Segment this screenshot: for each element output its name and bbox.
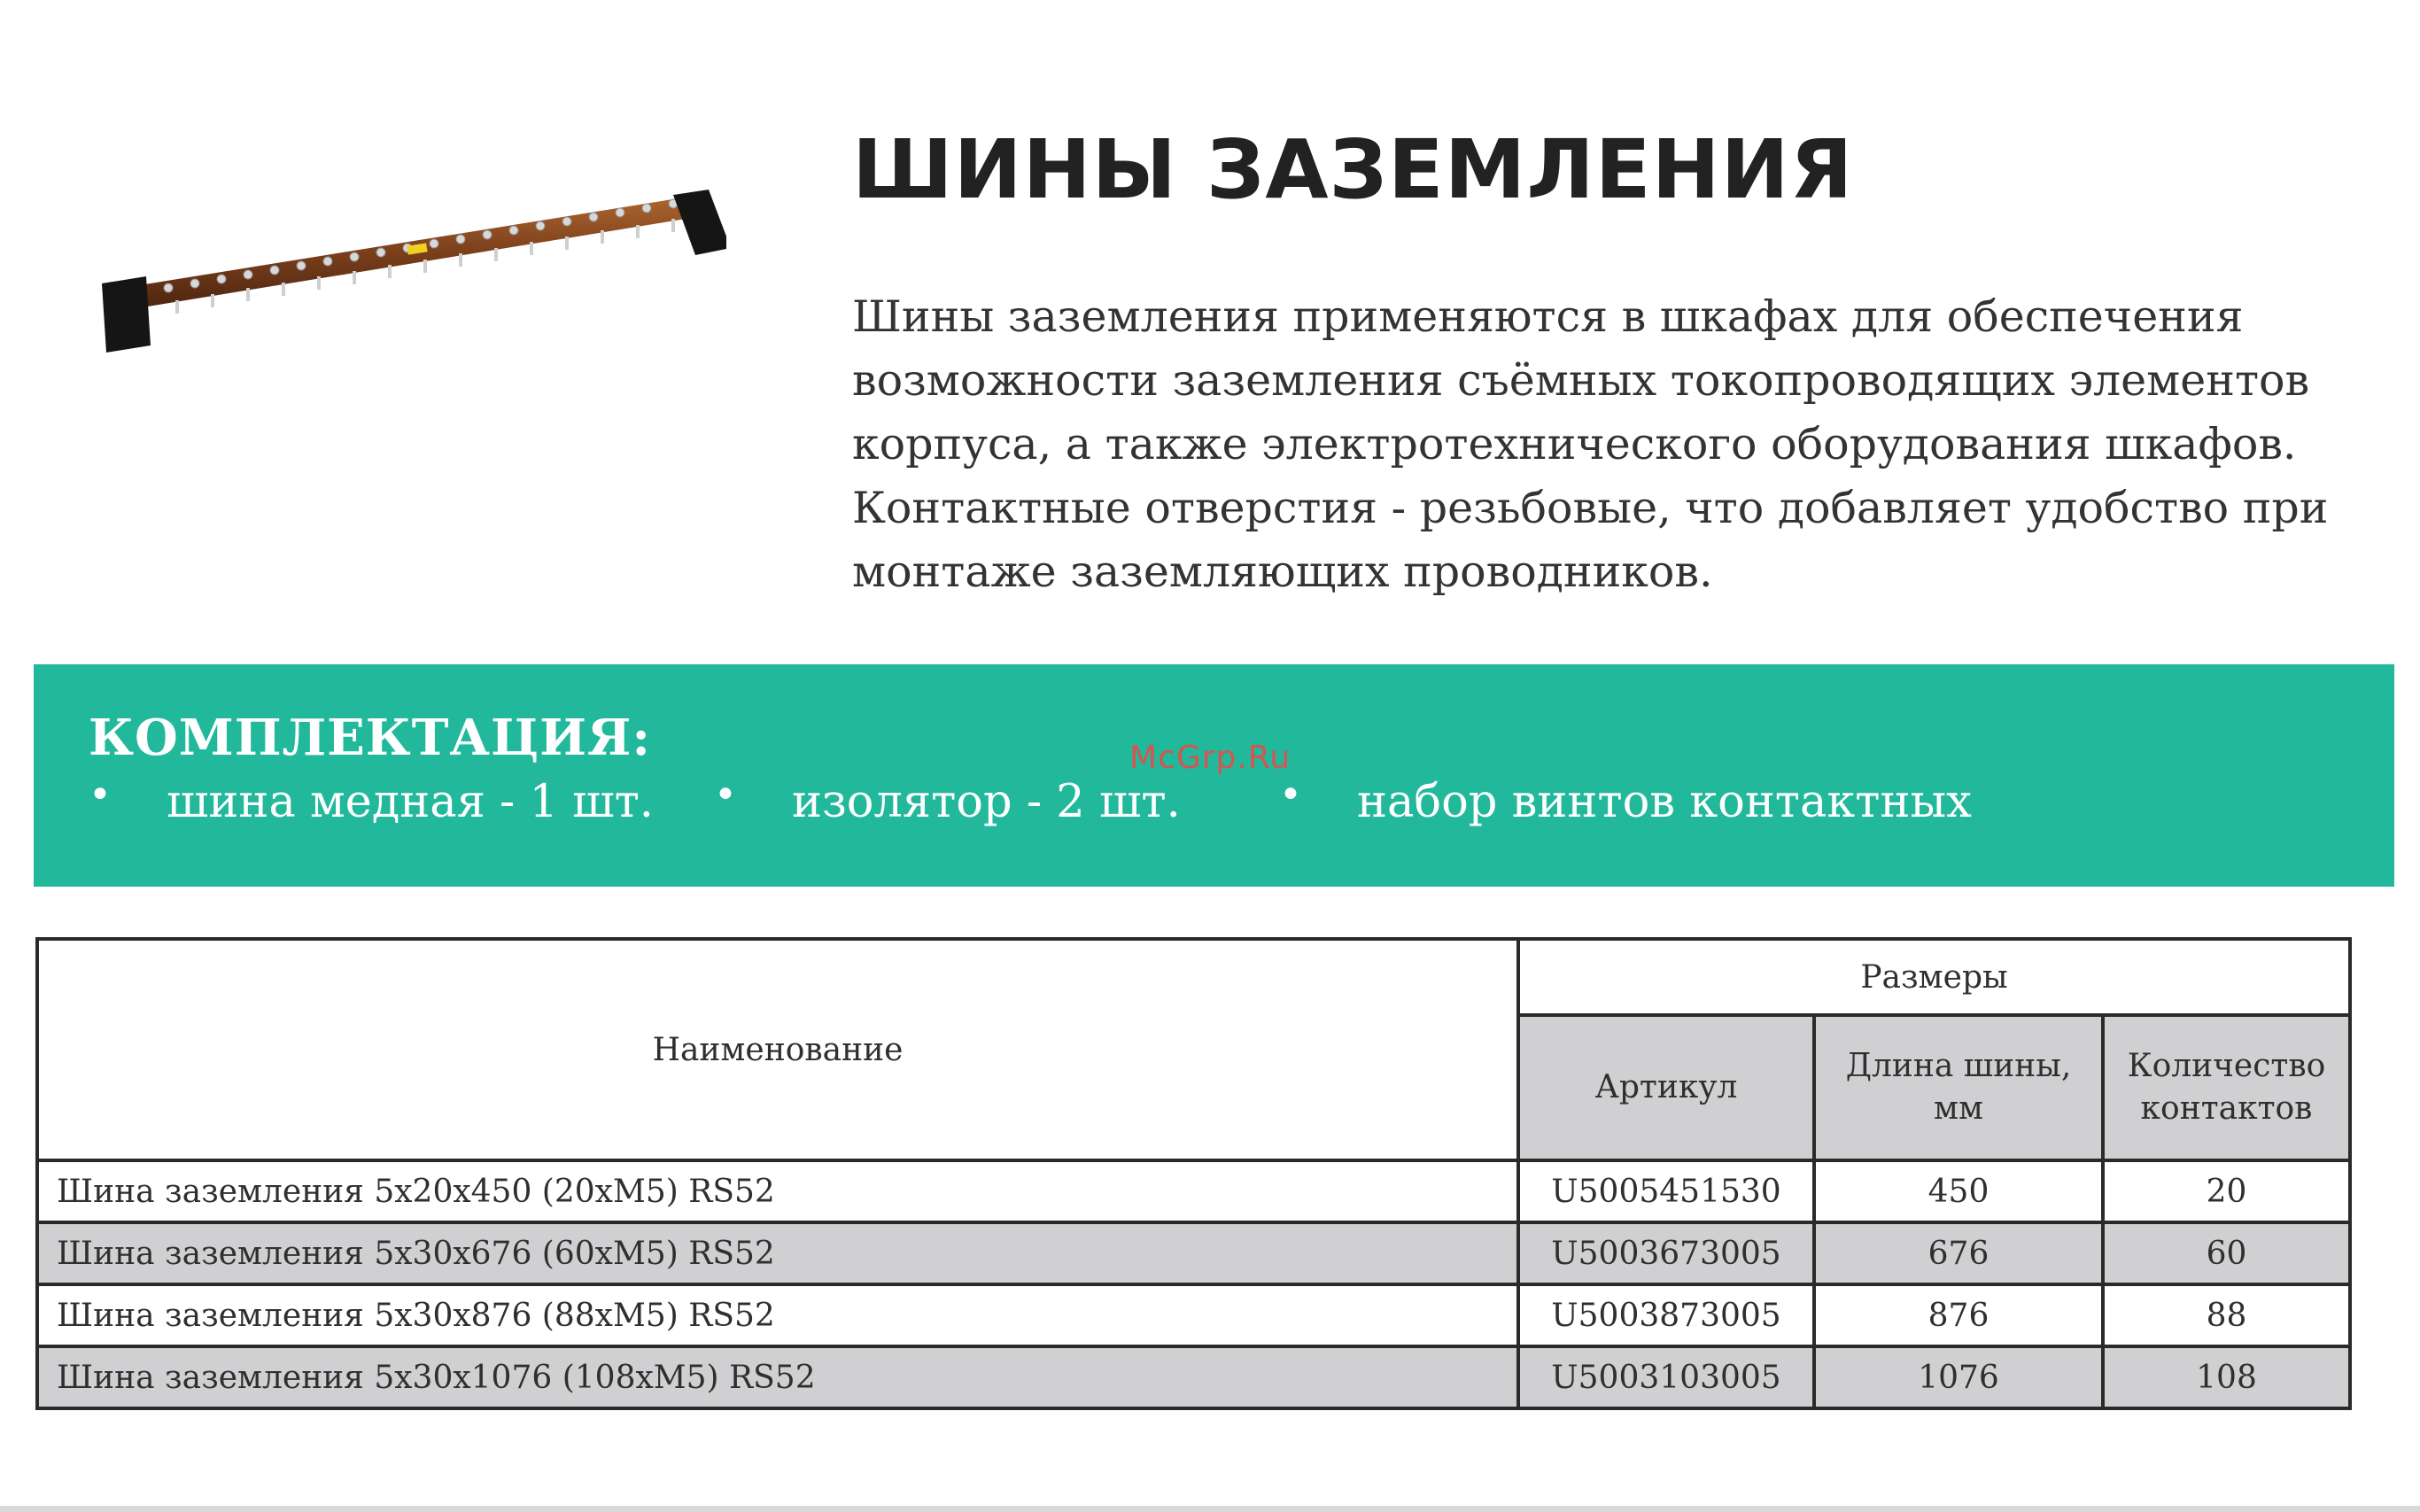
grounding-busbar-icon	[89, 177, 726, 381]
column-header-length	[1814, 1015, 2103, 1160]
cell-name: Шина заземления 5х30х876 (88хМ5) RS52	[37, 1284, 1518, 1346]
cell-article: U5003673005	[1518, 1222, 1814, 1284]
cell-length: 450	[1814, 1160, 2103, 1222]
description	[852, 285, 2376, 604]
kit-item-label: изолятор - 2 шт.	[792, 776, 1181, 828]
cell-article: U5003103005	[1518, 1346, 1814, 1408]
column-header-article: Артикул	[1518, 1015, 1814, 1160]
kit-title: КОМПЛЕКТАЦИЯ:	[89, 709, 652, 767]
table-row	[37, 1222, 2350, 1284]
description-line: монтаже заземляющих проводников.	[852, 547, 1713, 597]
cell-name: Шина заземления 5х30х1076 (108хМ5) RS52	[37, 1346, 1518, 1408]
specs-table	[35, 937, 2352, 1410]
cell-article: U5005451530	[1518, 1160, 1814, 1222]
cell-length: 876	[1814, 1284, 2103, 1346]
bottom-divider	[0, 1506, 2420, 1512]
bullet-icon: •	[714, 772, 737, 818]
table-row	[37, 1284, 2350, 1346]
description-line: возможности заземления съёмных токопроводящих элементов	[852, 355, 2310, 406]
description-line: корпуса, а также электротехнического оборудования шкафов.	[852, 419, 2297, 469]
column-header-contacts-line: контактов	[2140, 1090, 2313, 1127]
table-row	[37, 1346, 2350, 1408]
bullet-icon: •	[89, 772, 112, 818]
column-header-name: Наименование	[37, 939, 1518, 1160]
cell-contacts: 88	[2103, 1284, 2350, 1346]
cell-article: U5003873005	[1518, 1284, 1814, 1346]
cell-contacts: 60	[2103, 1222, 2350, 1284]
bullet-icon: •	[1279, 772, 1302, 818]
column-header-length-unit: мм	[1933, 1090, 1983, 1127]
description-line: Контактные отверстия - резьбовые, что добавляет удобство при	[852, 483, 2329, 533]
column-header-length-line: Длина шины,	[1845, 1048, 2072, 1084]
cell-name: Шина заземления 5х30х676 (60хМ5) RS52	[37, 1222, 1518, 1284]
column-group-sizes: Размеры	[1518, 939, 2350, 1015]
description-line: Шины заземления применяются в шкафах для обеспечения	[852, 291, 2244, 342]
cell-contacts: 108	[2103, 1346, 2350, 1408]
watermark: McGrp.Ru	[1129, 740, 1291, 776]
cell-length: 1076	[1814, 1346, 2103, 1408]
column-header-contacts	[2103, 1015, 2350, 1160]
cell-name: Шина заземления 5х20х450 (20хМ5) RS52	[37, 1160, 1518, 1222]
kit-item-label: шина медная - 1 шт.	[167, 776, 654, 828]
page-title: ШИНЫ ЗАЗЕМЛЕНИЯ	[852, 122, 1854, 217]
kit-item-label: набор винтов контактных	[1357, 776, 1972, 828]
cell-contacts: 20	[2103, 1160, 2350, 1222]
column-header-contacts-line: Количество	[2127, 1048, 2326, 1084]
cell-length: 676	[1814, 1222, 2103, 1284]
table-row	[37, 1160, 2350, 1222]
